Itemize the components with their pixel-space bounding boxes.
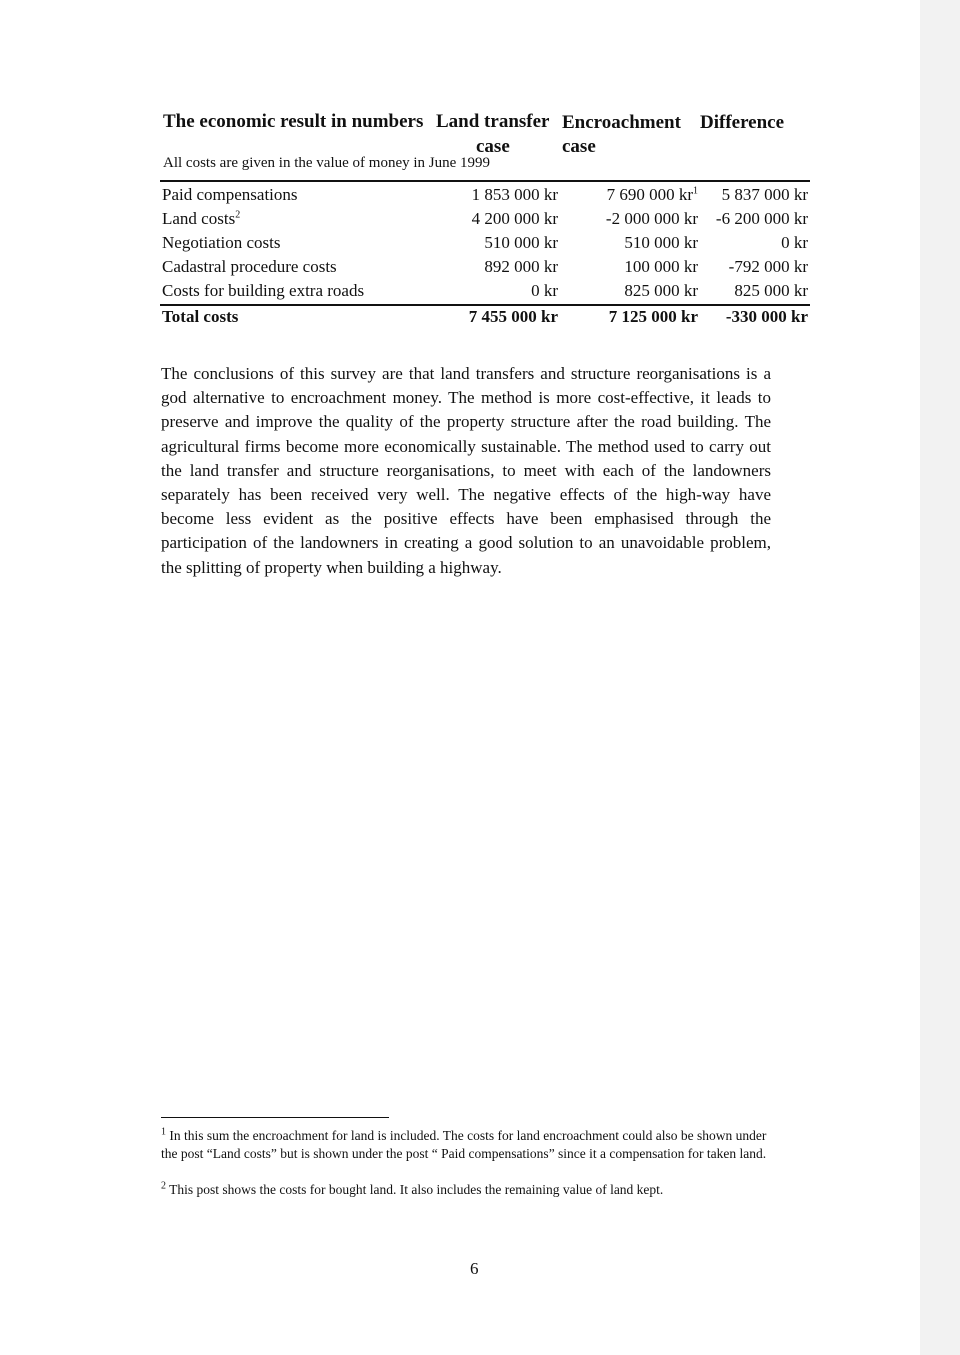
row-label: Paid compensations xyxy=(162,185,298,204)
table-row xyxy=(160,185,810,209)
row-label: Negotiation costs xyxy=(162,233,281,252)
total-difference: -330 000 kr xyxy=(725,307,808,326)
cell-difference: -6 200 000 kr xyxy=(715,209,808,228)
row-label: Land costs$^2$ xyxy=(162,209,241,228)
cell-encroachment: -2 000 000 kr xyxy=(605,209,698,228)
total-land-transfer: 7 455 000 kr xyxy=(468,307,558,326)
cell-land-transfer: 4 200 000 kr xyxy=(471,209,558,228)
footnote-1: $^1$ In this sum the encroachment for land is included. The costs for land encroachment could also be shown under the post “Land costs” but is shown under the post “ Paid compensations” since it a compensation for taken land. xyxy=(161,1126,767,1161)
col-header-land-transfer-case: case xyxy=(476,136,510,157)
footnote-separator xyxy=(161,1117,389,1118)
page-edge xyxy=(920,0,960,1355)
cell-encroachment: 100 000 kr xyxy=(624,257,698,276)
cell-encroachment: 7 690 000 $kr^1$ xyxy=(606,185,698,204)
cell-encroachment: 510 000 kr xyxy=(624,233,698,252)
table-row xyxy=(160,281,810,305)
table-note: All costs are given in the value of money in June 1999 xyxy=(163,155,491,171)
table-top-rule xyxy=(160,180,810,182)
cell-difference: 825 000 kr xyxy=(734,281,808,300)
cell-difference: -792 000 kr xyxy=(728,257,808,276)
footnote-mark: 1 xyxy=(161,1126,166,1138)
cell-land-transfer: 0 kr xyxy=(531,281,558,300)
conclusion-paragraph: The conclusions of this survey are that land transfers and structure reorganisations is a god alternative to encroachment money. The method is more cost-effective, it leads to preserve and improve the quality of the property structure after the road building. The agricultural firms become more economically sustainable. The method used to carry out the land transfer and structure reorganisations, to meet with each of the landowners separately has been received very well. The negative effects of the high-way have become less evident as the positive effects have been emphasised through the participation of the landowners in creating a good solution to an unavoidable problem, the splitting of property when building a highway. xyxy=(161,364,771,577)
table-title: The economic result in numbers xyxy=(163,111,424,132)
table-row xyxy=(160,257,810,281)
cell-land-transfer: 892 000 kr xyxy=(484,257,558,276)
cell-encroachment: 825 000 kr xyxy=(624,281,698,300)
col-header-encroachment-case: case xyxy=(562,136,596,157)
table-total-rule xyxy=(160,304,810,306)
footnote-ref: 1 xyxy=(693,185,698,197)
cell-difference: 5 837 000 kr xyxy=(721,185,808,204)
col-header-land-transfer: Land transfer xyxy=(436,111,550,132)
footnote-ref: 2 xyxy=(235,209,241,221)
row-label: Costs for building extra roads xyxy=(162,281,365,300)
row-label: Cadastral procedure costs xyxy=(162,257,337,276)
table-total-row xyxy=(160,307,810,331)
cell-difference: 0 kr xyxy=(781,233,808,252)
footnote-mark: 2 xyxy=(161,1180,166,1192)
cell-land-transfer: 510 000 kr xyxy=(484,233,558,252)
col-header-difference: Difference xyxy=(700,112,785,133)
col-header-encroachment: Encroachment xyxy=(562,112,681,133)
total-label: Total costs xyxy=(162,307,239,326)
total-encroachment: 7 125 000 kr xyxy=(608,307,698,326)
table-row xyxy=(160,233,810,257)
table-row xyxy=(160,209,810,233)
footnote-2: $^2$ This post shows the costs for bought land. It also includes the remaining value of land kept. xyxy=(161,1180,664,1197)
cell-land-transfer: 1 853 000 kr xyxy=(471,185,558,204)
page-number: 6 xyxy=(470,1259,479,1278)
